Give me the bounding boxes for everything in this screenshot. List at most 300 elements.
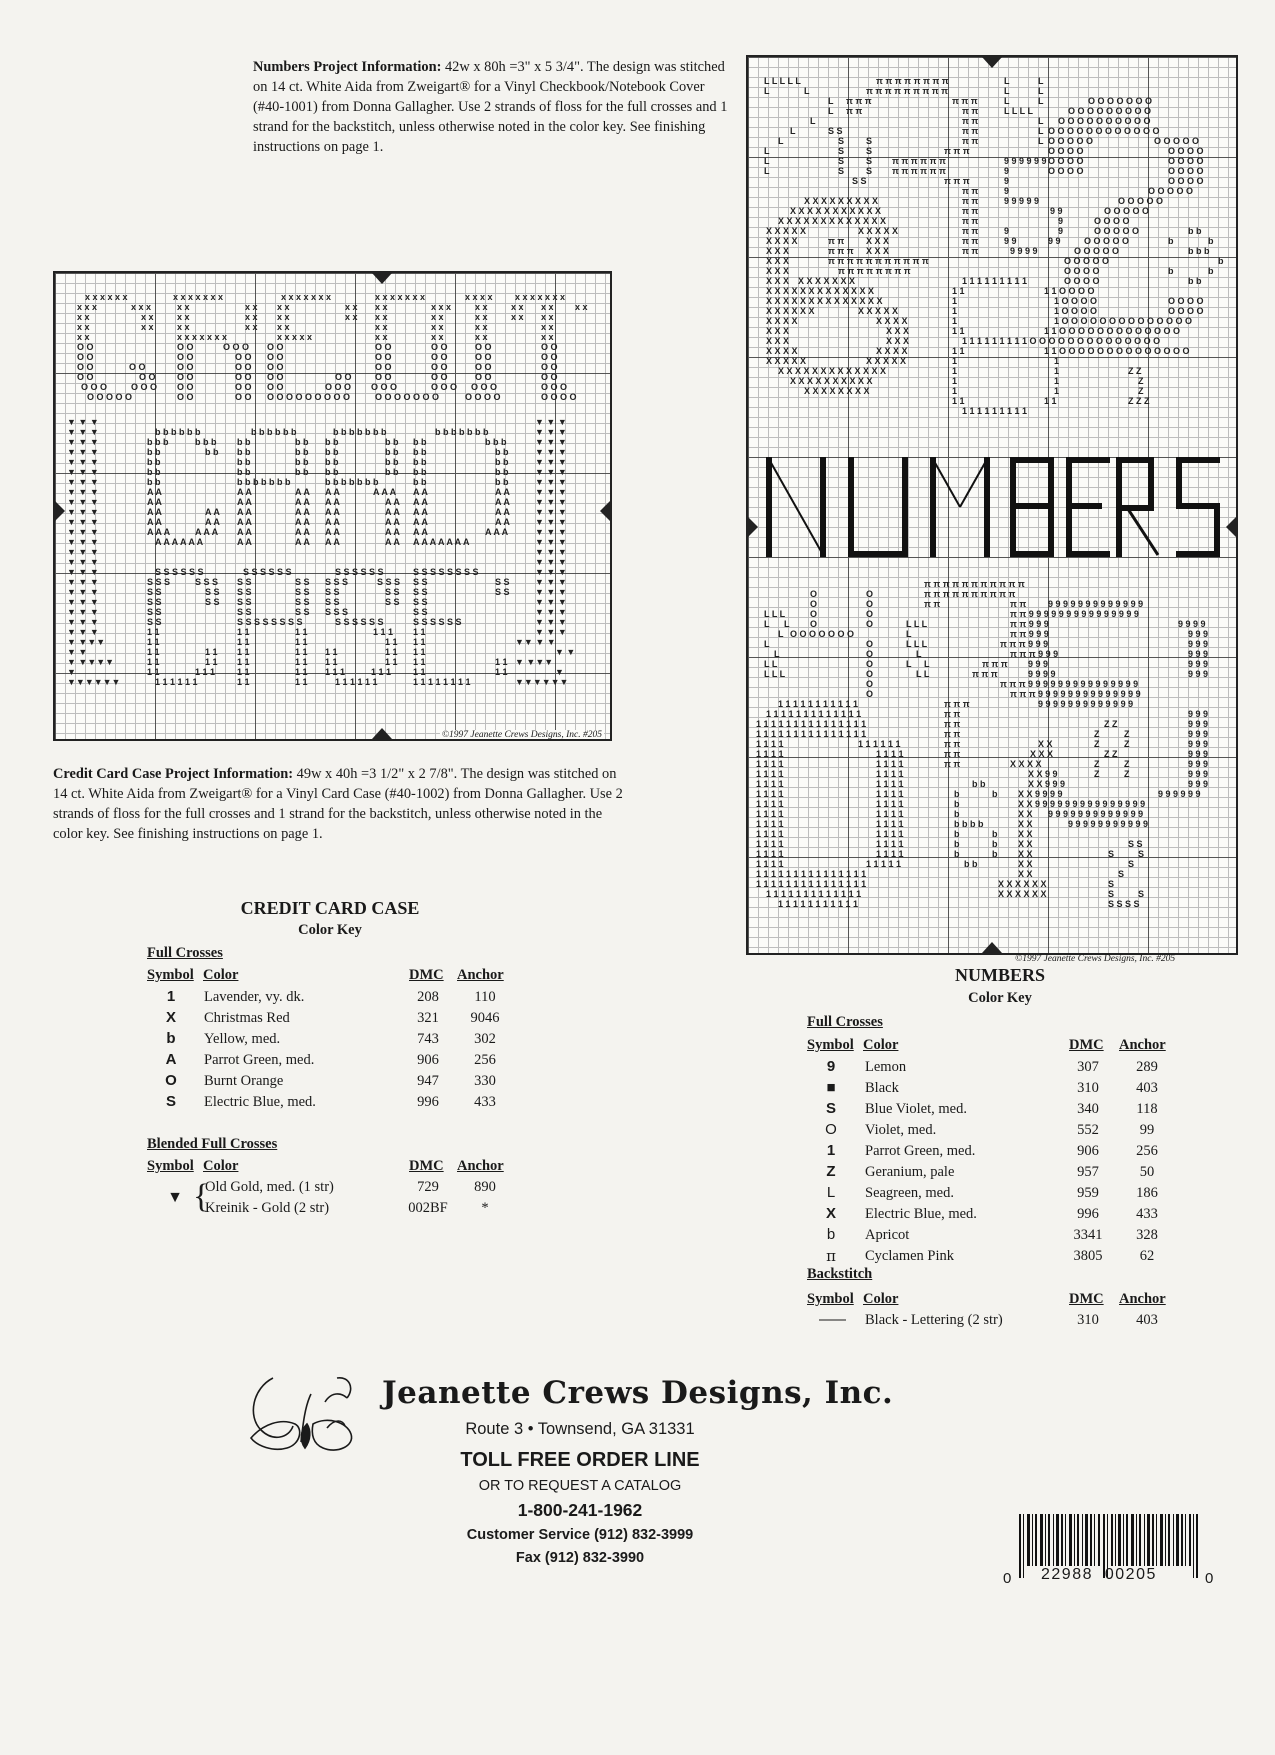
svg-text:X X X X: X X X X [876, 316, 908, 326]
svg-text:1 O O O O: 1 O O O O [1054, 296, 1098, 306]
svg-text:S S S S S S: S S S S S S [335, 617, 384, 627]
svg-text:b b b b b b: b b b b b b [251, 427, 297, 437]
svg-text:b b: b b [325, 447, 339, 457]
svg-text:S: S [838, 166, 845, 176]
svg-text:1 1: 1 1 [237, 657, 250, 667]
svg-text:9: 9 [1004, 166, 1010, 176]
svg-text:b b b: b b b [1188, 246, 1210, 256]
svg-text:9 9 9: 9 9 9 [1188, 669, 1209, 679]
svg-text:b b: b b [972, 779, 986, 789]
svg-text:L: L [828, 106, 834, 116]
credit-card-key-title: CREDIT CARD CASE [240, 898, 420, 918]
svg-text:O O: O O [77, 352, 94, 362]
credit-card-key-row: X Christmas Red 321 9046 [165, 1009, 500, 1026]
svg-text:b: b [1208, 236, 1214, 246]
svg-text:1 1 1 1: 1 1 1 1 [756, 739, 784, 749]
svg-text:A A A: A A A [195, 527, 219, 537]
svg-text:b b: b b [495, 447, 509, 457]
svg-text:9 9 9: 9 9 9 [1188, 749, 1209, 759]
svg-text:π π: π π [962, 206, 979, 216]
brace-icon: { [193, 1178, 210, 1215]
svg-text:π π: π π [962, 106, 979, 116]
svg-text:O O: O O [139, 372, 156, 382]
credit-card-blended-row: ▼ { Old Gold, med. (1 str) Kreinik - Gold (2 str) 729 002BF 890 * [147, 1177, 527, 1219]
svg-text:b b: b b [495, 467, 509, 477]
svg-text:X X X X: X X X X [766, 236, 798, 246]
svg-text:X X X: X X X [766, 336, 790, 346]
numbers-full-crosses-label: Full Crosses [807, 1014, 883, 1030]
svg-text:▼ ▼▼▼▼: ▼ ▼▼▼▼ [67, 657, 115, 667]
card-info-heading: Credit Card Case Project Information: [53, 766, 294, 782]
svg-text:1 1: 1 1 [495, 657, 508, 667]
barcode-digits: 22988 00205 [1041, 1566, 1157, 1583]
svg-text:▼ ▼ ▼: ▼ ▼ ▼ [535, 627, 567, 637]
svg-text:1: 1 [1054, 376, 1060, 386]
svg-text:S S S: S S S [195, 577, 219, 587]
svg-text:1 1: 1 1 [147, 647, 160, 657]
svg-text:▼ ▼ ▼: ▼ ▼ ▼ [67, 417, 99, 427]
svg-text:O: O [810, 589, 818, 599]
svg-text:A A: A A [205, 507, 220, 517]
svg-text:1 1 1 1 1 1: 1 1 1 1 1 1 [155, 677, 198, 687]
svg-text:Z: Z [1094, 729, 1100, 739]
svg-text:A A: A A [495, 517, 510, 527]
toll-free-phone: 1-800-241-1962 [517, 1500, 643, 1520]
svg-text:1 1 1 1: 1 1 1 1 [756, 849, 784, 859]
company-logo-icon [243, 1368, 363, 1458]
svg-text:π π π: π π π [944, 146, 970, 156]
svg-text:π π 9 9 9: π π 9 9 9 [1010, 629, 1049, 639]
svg-text:▼ ▼ ▼: ▼ ▼ ▼ [535, 607, 567, 617]
svg-text:O: O [866, 589, 874, 599]
svg-text:S S: S S [1128, 839, 1143, 849]
svg-text:S S S: S S S [325, 577, 349, 587]
svg-text:1 1 1 1 1 1 1 1 1 1 1 1 1 1 1: 1 1 1 1 1 1 1 1 1 1 1 1 1 1 1 [756, 869, 867, 879]
svg-text:A A: A A [495, 487, 510, 497]
svg-text:▼ ▼ ▼: ▼ ▼ ▼ [67, 547, 99, 557]
fax-number: Fax (912) 832-3990 [515, 1550, 645, 1566]
svg-text:L: L [764, 639, 770, 649]
svg-text:x x: x x [277, 302, 290, 312]
svg-text:A A: A A [237, 497, 252, 507]
svg-text:x x x x: x x x x [465, 292, 493, 302]
svg-text:1 1 1: 1 1 1 [371, 667, 392, 677]
svg-text:x x: x x [475, 312, 488, 322]
svg-text:x x: x x [475, 322, 488, 332]
svg-text:S: S [1108, 849, 1115, 859]
svg-text:b b b b b b b: b b b b b b b [237, 477, 291, 487]
svg-text:π π π π π π π π π π π: π π π π π π π π π π π [924, 579, 1025, 589]
backstitch-line-icon: —— [819, 1311, 843, 1328]
svg-text:O O: O O [177, 392, 194, 402]
svg-text:S S S S S S: S S S S S S [243, 567, 292, 577]
svg-text:S S S: S S S [325, 607, 349, 617]
numbers-key-row: π Cyclamen Pink 3805 62 [826, 1247, 1155, 1265]
svg-text:L: L [804, 86, 810, 96]
svg-text:π π π π π π: π π π π π π [892, 156, 946, 166]
svg-text:L: L [1038, 126, 1044, 136]
svg-text:X X X X X X X X: X X X X X X X X [804, 386, 870, 396]
svg-text:O O: O O [375, 362, 392, 372]
svg-text:S S: S S [295, 587, 310, 597]
svg-text:L: L [924, 659, 930, 669]
credit-card-key-header: Symbol Color DMC Anchor [147, 967, 504, 983]
svg-text:π π: π π [944, 739, 961, 749]
svg-text:X X X X X X: X X X X X X [766, 306, 815, 316]
svg-text:1 1: 1 1 [385, 657, 398, 667]
svg-text:▼ ▼ ▼: ▼ ▼ ▼ [535, 567, 567, 577]
svg-text:S: S [1138, 849, 1145, 859]
svg-text:x x: x x [475, 302, 488, 312]
svg-text:π π π: π π π [944, 699, 970, 709]
svg-text:X X X X X X X: X X X X X X X [798, 276, 856, 286]
credit-card-project-info [53, 764, 623, 844]
svg-text:x x: x x [277, 312, 290, 322]
svg-text:x x: x x [375, 312, 388, 322]
svg-text:1 1: 1 1 [952, 286, 965, 296]
svg-text:L: L [784, 619, 790, 629]
svg-text:b b: b b [385, 437, 399, 447]
svg-text:▼ ▼ ▼: ▼ ▼ ▼ [535, 577, 567, 587]
numbers-backstitch-row: —— Black - Lettering (2 str) 310 403 [807, 1310, 1207, 1330]
svg-text:1 1: 1 1 [385, 637, 398, 647]
svg-text:π π: π π [962, 136, 979, 146]
svg-text:1 1 1 1 1 1 1 1 1: 1 1 1 1 1 1 1 1 1 [962, 406, 1028, 416]
svg-text:O: O [866, 679, 874, 689]
svg-text:▼ ▼ ▼: ▼ ▼ ▼ [535, 447, 567, 457]
svg-text:9: 9 [1058, 216, 1064, 226]
svg-text:1: 1 [1054, 366, 1060, 376]
svg-text:▼ ▼ ▼: ▼ ▼ ▼ [67, 587, 99, 597]
svg-text:O O: O O [375, 352, 392, 362]
svg-text:1 1 1 1: 1 1 1 1 [876, 749, 904, 759]
svg-text:1 1 1 1 1 1 1 1 1 1 1 1 1: 1 1 1 1 1 1 1 1 1 1 1 1 1 [766, 709, 862, 719]
numbers-backstitch-label: Backstitch [807, 1266, 873, 1282]
svg-text:1: 1 [952, 386, 958, 396]
svg-text:1 1: 1 1 [295, 637, 308, 647]
svg-text:A A: A A [385, 527, 400, 537]
toll-free-heading: TOLL FREE ORDER LINE [460, 1449, 700, 1471]
svg-text:A A: A A [295, 497, 310, 507]
svg-text:L L L: L L L [906, 619, 928, 629]
svg-text:9 9: 9 9 [1048, 236, 1061, 246]
svg-text:L L: L L [764, 659, 778, 669]
svg-text:O O O O O: O O O O O [1064, 256, 1110, 266]
svg-text:▼ ▼ ▼: ▼ ▼ ▼ [67, 597, 99, 607]
svg-text:1 1 1 1: 1 1 1 1 [756, 749, 784, 759]
svg-text:S S S S S S S S: S S S S S S S S [237, 617, 303, 627]
svg-text:1 1 1 1 1 1 1 1 1 1 1 1 1 1 1: 1 1 1 1 1 1 1 1 1 1 1 1 1 1 1 [756, 879, 867, 889]
svg-text:b b b b b b b: b b b b b b b [325, 477, 379, 487]
svg-text:X X X X: X X X X [876, 346, 908, 356]
svg-text:π π π: π π π [944, 176, 970, 186]
svg-text:L: L [764, 166, 770, 176]
svg-text:S S: S S [385, 597, 400, 607]
barcode-right-digit: 0 [1205, 1570, 1214, 1587]
svg-text:S S: S S [495, 577, 510, 587]
svg-text:▼▼ ▼ ▼: ▼▼ ▼ ▼ [515, 637, 556, 647]
svg-text:S S: S S [295, 577, 310, 587]
svg-text:1 1: 1 1 [147, 667, 160, 677]
svg-text:S: S [838, 146, 845, 156]
svg-text:O O O O: O O O O [1168, 166, 1204, 176]
svg-text:1 1 1 1: 1 1 1 1 [876, 849, 904, 859]
svg-text:π π π π π π π π: π π π π π π π π [838, 266, 911, 276]
numbers-backstitch-header: Symbol Color DMC Anchor [807, 1291, 1166, 1307]
credit-card-key-row: A Parrot Green, med. 906 256 [165, 1051, 496, 1068]
svg-text:L: L [1038, 96, 1044, 106]
svg-text:x x: x x [431, 312, 444, 322]
svg-text:π π π 9 9 9: π π π 9 9 9 [1000, 639, 1049, 649]
svg-text:O O: O O [475, 372, 492, 382]
numbers-key-title: NUMBERS [954, 965, 1045, 985]
svg-text:Z: Z [1124, 769, 1130, 779]
svg-text:L L L: L L L [764, 669, 786, 679]
svg-text:O O O O O O O: O O O O O O O [1088, 96, 1153, 106]
svg-text:9 9: 9 9 [1004, 236, 1017, 246]
svg-text:X X X X: X X X X [1010, 759, 1042, 769]
svg-text:1 1: 1 1 [237, 677, 250, 687]
svg-text:9 9 9 9: 9 9 9 9 [1028, 669, 1056, 679]
svg-text:▼ ▼ ▼: ▼ ▼ ▼ [535, 487, 567, 497]
svg-text:π π π: π π π [982, 659, 1008, 669]
svg-text:▼ ▼ ▼: ▼ ▼ ▼ [67, 577, 99, 587]
svg-text:▼ ▼ ▼: ▼ ▼ ▼ [67, 477, 99, 487]
svg-text:▼ ▼ ▼: ▼ ▼ ▼ [67, 467, 99, 477]
svg-text:O O O O O: O O O O O [1154, 136, 1200, 146]
svg-text:x x x x x x x: x x x x x x x [281, 292, 332, 302]
svg-text:π π π π π π π π: π π π π π π π π [876, 76, 949, 86]
svg-text:O O: O O [235, 362, 252, 372]
svg-text:S S: S S [325, 597, 340, 607]
svg-text:O O: O O [431, 342, 448, 352]
svg-text:x x: x x [375, 322, 388, 332]
svg-text:O O O O O: O O O O O [87, 392, 133, 402]
svg-text:9 9 9: 9 9 9 [1188, 759, 1209, 769]
svg-text:S: S [866, 166, 873, 176]
svg-text:π π: π π [962, 196, 979, 206]
svg-text:S S S: S S S [377, 577, 401, 587]
svg-text:O O: O O [335, 372, 352, 382]
svg-text:b b: b b [964, 859, 978, 869]
barcode-left-digit: 0 [1003, 1570, 1012, 1587]
svg-text:1 1 O O O O O O O O O O O O O: 1 1 O O O O O O O O O O O O O O [1044, 346, 1190, 356]
svg-text:x x: x x [345, 312, 358, 322]
svg-text:x x: x x [277, 322, 290, 332]
svg-text:1 1 1 1: 1 1 1 1 [876, 819, 904, 829]
svg-text:1 1: 1 1 [205, 657, 218, 667]
svg-text:b b: b b [413, 447, 427, 457]
svg-text:S S: S S [147, 607, 162, 617]
svg-text:1 1 1 1: 1 1 1 1 [876, 809, 904, 819]
svg-text:▼ ▼ ▼: ▼ ▼ ▼ [67, 497, 99, 507]
svg-text:x x: x x [177, 322, 190, 332]
svg-text:L: L [1038, 116, 1044, 126]
svg-text:b b b b b b: b b b b b b [155, 427, 201, 437]
svg-text:A A: A A [325, 507, 340, 517]
svg-text:O O: O O [267, 372, 284, 382]
company-name: Jeanette Crews Designs, Inc. [382, 1375, 894, 1411]
svg-text:π π π: π π π [972, 669, 998, 679]
svg-text:Z: Z [1138, 386, 1144, 396]
svg-text:O: O [810, 599, 818, 609]
svg-text:O O: O O [375, 342, 392, 352]
svg-text:O O O O: O O O O [1064, 266, 1100, 276]
svg-text:A A: A A [325, 537, 340, 547]
svg-text:b b b: b b b [485, 437, 507, 447]
svg-text:L: L [810, 116, 816, 126]
svg-text:O O: O O [77, 342, 94, 352]
svg-text:1 1 1 1: 1 1 1 1 [876, 789, 904, 799]
svg-text:1 1 1 1 1 1 1 1 1 O O O O O O: 1 1 1 1 1 1 1 1 1 O O O O O O O O O O O O O O [962, 336, 1161, 346]
svg-text:L: L [1004, 86, 1010, 96]
svg-text:x x x: x x x [431, 302, 452, 312]
svg-text:X X X X X X X X X X X X X X: X X X X X X X X X X X X X X [766, 296, 883, 306]
svg-text:1 1 O O O O O O O O O O O O O: 1 1 O O O O O O O O O O O O O [1044, 326, 1181, 336]
svg-text:L: L [1004, 76, 1010, 86]
svg-text:X X X: X X X [766, 256, 790, 266]
svg-text:x x x x x: x x x x x [277, 332, 313, 342]
svg-text:x x x: x x x [77, 302, 98, 312]
svg-text:1: 1 [1054, 356, 1060, 366]
svg-text:O O O O: O O O O [1168, 296, 1204, 306]
svg-text:A A: A A [295, 517, 310, 527]
svg-text:S S: S S [413, 597, 428, 607]
numbers-key-row: Z Geranium, pale 957 50 [826, 1163, 1155, 1180]
svg-text:S S: S S [205, 597, 220, 607]
svg-text:9 9 9: 9 9 9 [1188, 709, 1209, 719]
svg-text:S S: S S [325, 587, 340, 597]
svg-text:A A: A A [147, 497, 162, 507]
svg-text:9 9 9 9: 9 9 9 9 [1178, 619, 1206, 629]
svg-text:b b: b b [413, 457, 427, 467]
svg-text:S S: S S [413, 607, 428, 617]
svg-text:L L: L L [916, 669, 930, 679]
svg-text:x x: x x [77, 322, 90, 332]
svg-text:9 9 9: 9 9 9 [1028, 659, 1049, 669]
svg-text:b b: b b [385, 447, 399, 457]
svg-text:π π: π π [962, 116, 979, 126]
svg-text:▼ ▼ ▼: ▼ ▼ ▼ [67, 427, 99, 437]
svg-text:S S: S S [147, 587, 162, 597]
svg-text:O: O [866, 669, 874, 679]
svg-text:A A: A A [237, 527, 252, 537]
svg-text:9 9 9 9 9: 9 9 9 9 9 [1004, 196, 1040, 206]
svg-text:S S: S S [385, 587, 400, 597]
numbers-key-row: ■ Black 310 403 [826, 1079, 1158, 1096]
svg-text:b: b [992, 829, 998, 839]
svg-text:O O: O O [177, 372, 194, 382]
svg-text:O O O: O O O [471, 382, 498, 392]
svg-text:9 9 9: 9 9 9 [1188, 649, 1209, 659]
svg-text:Z: Z [1124, 759, 1130, 769]
svg-text:O O: O O [267, 382, 284, 392]
svg-text:b b: b b [385, 457, 399, 467]
svg-text:O O O O O O O O O O O O: O O O O O O O O O O O O [1048, 126, 1160, 136]
svg-text:b b: b b [413, 467, 427, 477]
svg-text:1 O O O O O O O O O O O O O O: 1 O O O O O O O O O O O O O O [1054, 316, 1193, 326]
svg-text:1 1: 1 1 [952, 346, 965, 356]
svg-text:L: L [1038, 76, 1044, 86]
svg-text:A A: A A [413, 527, 428, 537]
svg-text:9 9 9 9 9 9 9 9 9 9 9 9 9: 9 9 9 9 9 9 9 9 9 9 9 9 9 [1048, 599, 1144, 609]
svg-text:▼ ▼ ▼: ▼ ▼ ▼ [535, 467, 567, 477]
card-info-text: 49w x 40h =3 1/2" x 2 7/8". The design was stitched on 14 ct. White Aida from Zweigart® for a Vinyl Card Case (#40-1002) from Donna Gallagher. Use 2 strands of floss for the full crosses and 1 strand for the backstitch, unless otherwise noted in the color key. See finishing instructions on page 1. [53, 766, 623, 842]
svg-text:b b: b b [295, 447, 309, 457]
svg-text:Z Z: Z Z [1104, 749, 1118, 759]
svg-text:▼ ▼ ▼: ▼ ▼ ▼ [535, 457, 567, 467]
svg-text:1: 1 [952, 316, 958, 326]
svg-text:O O O O O O O O O: O O O O O O O O O [267, 392, 351, 402]
svg-text:A A: A A [385, 537, 400, 547]
svg-text:▼ ▼ ▼: ▼ ▼ ▼ [535, 437, 567, 447]
svg-text:b b: b b [237, 437, 251, 447]
svg-text:1 1 1 1: 1 1 1 1 [876, 829, 904, 839]
svg-text:b b: b b [385, 467, 399, 477]
svg-text:π π π π π π π π π π: π π π π π π π π π π [924, 589, 1016, 599]
svg-text:9 9 9 9: 9 9 9 9 [1010, 246, 1038, 256]
svg-text:1 1 1 1 1 1 1 1: 1 1 1 1 1 1 1 1 [413, 677, 471, 687]
svg-text:A A: A A [325, 497, 340, 507]
svg-text:π π: π π [962, 226, 979, 236]
svg-text:π π 9 9 9 9 9 9 9 9 9 9 9 9 9: π π 9 9 9 9 9 9 9 9 9 9 9 9 9 9 9 [1010, 609, 1139, 619]
svg-text:1 1 1 1 1 1 1 1 1: 1 1 1 1 1 1 1 1 1 [962, 276, 1028, 286]
svg-text:π π: π π [962, 246, 979, 256]
svg-text:π π π 9 9 9: π π π 9 9 9 [1010, 649, 1059, 659]
svg-text:O O O O O: O O O O O [1094, 226, 1140, 236]
svg-text:9 9 9: 9 9 9 [1188, 659, 1209, 669]
svg-text:O O O O: O O O O [1048, 166, 1084, 176]
svg-text:9 9 9: 9 9 9 [1188, 719, 1209, 729]
svg-text:1 1 O O O O: 1 1 O O O O [1044, 286, 1095, 296]
svg-text:X X X X X: X X X X X [766, 356, 807, 366]
svg-text:S: S [1108, 879, 1115, 889]
numbers-info-text: 42w x 80h =3" x 5 3/4". The design was stitched on 14 ct. White Aida from Zweigart® for a Vinyl Checkbook/Notebook Cover (#40-1001) from Donna Gallagher. Use 2 strands of floss for the full crosses and 1 strand for the backstitch, unless otherwise noted in the color key. See finishing instructions on page 1. [253, 59, 728, 155]
svg-text:1 1 1 1 1 1 1 1 1 1 1 1 1 1 1: 1 1 1 1 1 1 1 1 1 1 1 1 1 1 1 [756, 729, 867, 739]
svg-text:A A: A A [413, 507, 428, 517]
svg-text:X X X X X X X X X X X X X: X X X X X X X X X X X X X [778, 366, 887, 376]
svg-text:S S: S S [237, 597, 252, 607]
svg-text:L: L [764, 146, 770, 156]
svg-text:x x: x x [245, 322, 258, 332]
svg-text:O O: O O [267, 342, 284, 352]
svg-text:π π: π π [924, 599, 941, 609]
credit-card-chart-copyright: ©1997 Jeanette Crews Designs, Inc. #205 [441, 730, 602, 740]
svg-text:1 1: 1 1 [413, 647, 426, 657]
svg-text:1: 1 [952, 306, 958, 316]
svg-text:O O: O O [541, 372, 558, 382]
svg-text:9 9 9 9 9 9 9 9 9 9 9 9 9: 9 9 9 9 9 9 9 9 9 9 9 9 9 [1038, 699, 1134, 709]
svg-text:1 1 1: 1 1 1 [325, 667, 346, 677]
svg-text:9 9 9: 9 9 9 [1188, 739, 1209, 749]
svg-text:x x: x x [511, 302, 524, 312]
svg-text:L: L [774, 649, 780, 659]
credit-card-blended-label: Blended Full Crosses [147, 1136, 278, 1152]
svg-text:▼ ▼ ▼: ▼ ▼ ▼ [535, 477, 567, 487]
svg-text:▼ ▼ ▼: ▼ ▼ ▼ [535, 587, 567, 597]
svg-text:O O: O O [77, 362, 94, 372]
svg-text:X X: X X [1018, 829, 1033, 839]
svg-text:π π: π π [962, 236, 979, 246]
svg-text:▼ ▼ ▼: ▼ ▼ ▼ [67, 627, 99, 637]
svg-text:b: b [1168, 266, 1174, 276]
svg-text:π π: π π [944, 709, 961, 719]
svg-text:S S: S S [413, 577, 428, 587]
svg-text:Z: Z [1124, 739, 1130, 749]
svg-text:b b: b b [237, 457, 251, 467]
svg-text:S S S S S S: S S S S S S [335, 567, 384, 577]
svg-text:O: O [866, 649, 874, 659]
